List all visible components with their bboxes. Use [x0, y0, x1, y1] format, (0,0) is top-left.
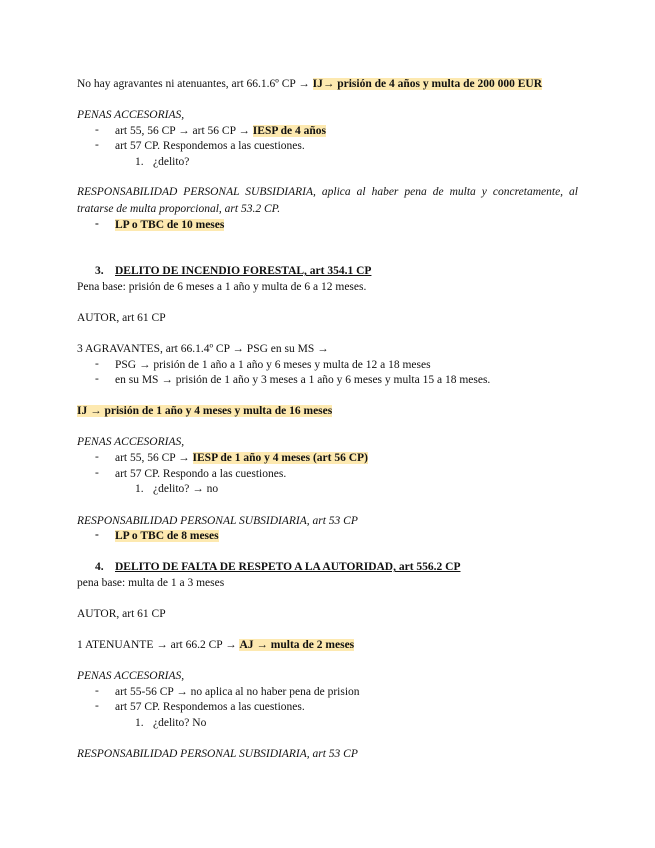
- section-heading: DELITO DE INCENDIO FORESTAL, art 354.1 CP: [115, 265, 372, 277]
- pena-base-line: pena base: multa de 1 a 3 meses: [77, 577, 225, 589]
- list-number: 1.: [135, 483, 144, 495]
- highlighted-penalty: LP o TBC de 10 meses: [115, 219, 225, 231]
- highlighted-penalty: IESP de 1 año y 4 meses (art 56 CP): [192, 452, 368, 464]
- bullet-dash: -: [95, 467, 99, 479]
- numbered-item: ¿delito?: [153, 156, 190, 168]
- numbered-item: ¿delito? No: [153, 717, 207, 729]
- section-number: 4.: [95, 561, 104, 573]
- bullet-item: PSG → prisión de 1 año a 1 año y 6 meses y multa de 12 a 18 meses: [115, 359, 431, 371]
- section-heading: DELITO DE FALTA DE RESPETO A LA AUTORIDAD, art 556.2 CP: [115, 561, 461, 573]
- sentence-text: No hay agravantes ni atenuantes, art 66.1.6º CP →: [77, 78, 313, 90]
- bullet-text: art 55, 56 CP →: [115, 452, 193, 464]
- bullet-dash: -: [95, 373, 99, 385]
- bullet-dash: -: [95, 685, 99, 697]
- responsabilidad-line: RESPONSABILIDAD PERSONAL SUBSIDIARIA, art 53 CP: [77, 748, 358, 760]
- bullet-item: art 57 CP. Respondo a las cuestiones.: [115, 468, 287, 480]
- bullet-item: [115, 124, 326, 138]
- highlighted-penalty: IESP de 4 años: [252, 125, 326, 137]
- sentence-line: [77, 77, 542, 91]
- bullet-text: art 55, 56 CP → art 56 CP →: [115, 125, 253, 137]
- bullet-item: art 55-56 CP → no aplica al no haber pena de prision: [115, 686, 360, 698]
- autor-line: AUTOR, art 61 CP: [77, 312, 166, 324]
- highlighted-penalty: AJ → multa de 2 meses: [239, 639, 355, 651]
- penas-accesorias-heading: PENAS ACCESORIAS,: [77, 109, 185, 121]
- atenuante-line: [77, 638, 354, 652]
- bullet-dash: -: [95, 218, 99, 230]
- highlighted-penalty: LP o TBC de 8 meses: [115, 530, 219, 542]
- bullet-item: [115, 451, 368, 465]
- bullet-item: [115, 529, 219, 543]
- bullet-dash: -: [95, 451, 99, 463]
- highlighted-penalty: IJ → prisión de 1 año y 4 meses y multa de 16 meses: [77, 405, 333, 417]
- penas-accesorias-heading: PENAS ACCESORIAS,: [77, 670, 185, 682]
- numbered-item: ¿delito? → no: [153, 483, 219, 495]
- bullet-dash: -: [95, 358, 99, 370]
- list-number: 1.: [135, 156, 144, 168]
- bullet-item: art 57 CP. Respondemos a las cuestiones.: [115, 140, 305, 152]
- highlighted-penalty: IJ→ prisión de 4 años y multa de 200 000 EUR: [312, 78, 543, 90]
- agravantes-line: 3 AGRAVANTES, art 66.1.4º CP → PSG en su MS →: [77, 343, 329, 355]
- ij-line: [77, 404, 332, 418]
- penas-accesorias-heading: PENAS ACCESORIAS,: [77, 436, 185, 448]
- responsabilidad-line: RESPONSABILIDAD PERSONAL SUBSIDIARIA, art 53 CP: [77, 515, 358, 527]
- pena-base-line: Pena base: prisión de 6 meses a 1 año y multa de 6 a 12 meses.: [77, 281, 367, 293]
- responsabilidad-paragraph: RESPONSABILIDAD PERSONAL SUBSIDIARIA, aplica al haber pena de multa y concretamente, al tratarse de multa proporcional, art 53.2 CP.: [77, 186, 578, 215]
- section-number: 3.: [95, 265, 104, 277]
- list-number: 1.: [135, 717, 144, 729]
- autor-line: AUTOR, art 61 CP: [77, 608, 166, 620]
- bullet-dash: -: [95, 529, 99, 541]
- bullet-item: art 57 CP. Respondemos a las cuestiones.: [115, 701, 305, 713]
- bullet-item: [115, 218, 224, 232]
- bullet-item: en su MS → prisión de 1 año y 3 meses a 1 año y 6 meses y multa 15 a 18 meses.: [115, 374, 491, 386]
- bullet-dash: -: [95, 700, 99, 712]
- atenuante-text: 1 ATENUANTE → art 66.2 CP →: [77, 639, 240, 651]
- bullet-dash: -: [95, 139, 99, 151]
- bullet-dash: -: [95, 124, 99, 136]
